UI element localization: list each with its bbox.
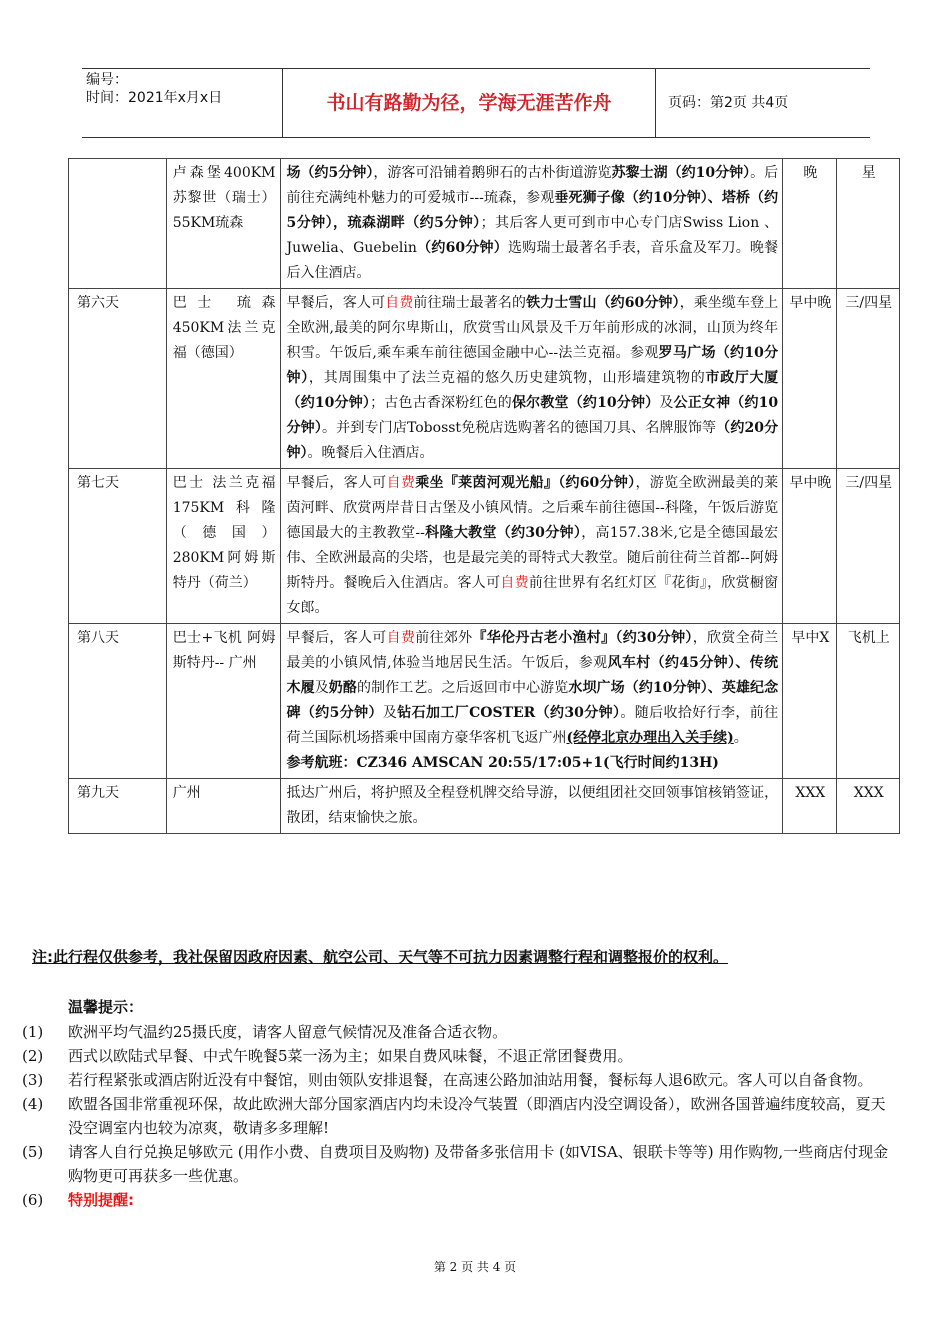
disclaimer-note: 注:此行程仅供参考，我社保留因政府因素、航空公司、天气等不可抗力因素调整行程和调整报价的权利。 — [32, 948, 729, 966]
tip-item — [22, 1044, 892, 1068]
description-segment: 。后前往充满纯朴魅力的可爱城市---琉森，参观 — [286, 165, 779, 206]
description-segment: 的制作工艺。之后返回市中心游览 — [356, 680, 569, 696]
itinerary-row — [69, 289, 900, 469]
description-segment: 『华伦丹古老小渔村』（约30分钟） — [472, 630, 693, 646]
route-cell: 广州 — [166, 779, 280, 834]
itinerary-body — [69, 159, 900, 834]
route-cell: 卢森堡400KM苏黎世（瑞士）55KM琉森 — [166, 159, 280, 289]
description-segment: 选购瑞士最著名手表，音乐盒及军刀。晚餐后入住酒店。 — [286, 240, 779, 281]
hotel-cell: 三/四星 — [836, 289, 899, 469]
description-segment: 。晚餐后入住酒店。 — [307, 445, 434, 461]
hotel-cell: 三/四星 — [836, 469, 899, 624]
day-cell: 第八天 — [69, 624, 167, 779]
day-cell: 第七天 — [69, 469, 167, 624]
description-segment: ，游览全欧洲最美的莱茵河畔、欣赏两岸昔日古堡及小镇风情。之后乘车前往德国--科隆，午饭后游览德国最大的主教教堂-- — [286, 475, 779, 541]
route-cell: 巴士+飞机 阿姆斯特丹-- 广州 — [166, 624, 280, 779]
description-segment: 及 — [314, 680, 329, 696]
description-segment: 自费 — [385, 295, 414, 311]
description-cell — [280, 289, 783, 469]
tip-text: 西式以欧陆式早餐、中式午晚餐5菜一汤为主；如果自费风味餐，不退正常团餐费用。 — [68, 1047, 633, 1065]
description-segment: 场（约5分钟） — [286, 165, 374, 181]
itinerary-row — [69, 469, 900, 624]
tip-item — [22, 1092, 892, 1140]
tip-number: (2) — [22, 1047, 44, 1065]
tip-number: (3) — [22, 1071, 44, 1089]
itinerary-row — [69, 159, 900, 289]
tip-number: (4) — [22, 1095, 44, 1113]
description-segment: 自费 — [386, 630, 416, 646]
description-segment: 公正女神（约10分钟） — [286, 395, 779, 436]
itinerary-table — [68, 158, 900, 834]
description-segment: （约20分钟） — [286, 420, 779, 461]
description-segment: 早餐后，客人可 — [286, 475, 387, 491]
description-segment: 参考航班：CZ346 AMSCAN 20:55/17:05+1(飞行时间约13H) — [286, 755, 719, 771]
route-cell: 巴士 法兰克福175KM科隆（德国）280KM阿姆斯特丹（荷兰） — [166, 469, 280, 624]
header-motto: 书山有路勤为径，学海无涯苦作舟 — [282, 69, 656, 137]
description-segment: 罗马广场（约10分钟） — [286, 345, 779, 386]
route-cell: 巴士 琉森450KM法兰克福（德国） — [166, 289, 280, 469]
description-segment: 铁力士雪山（约60分钟） — [526, 295, 680, 311]
description-segment: 前往郊外 — [415, 630, 473, 646]
meal-cell: 早中晚 — [783, 469, 836, 624]
tip-item — [22, 1068, 892, 1092]
itinerary-row — [69, 624, 900, 779]
description-segment: 自费 — [386, 475, 416, 491]
tip-text: 若行程紧张或酒店附近没有中餐馆，则由领队安排退餐，在高速公路加油站用餐，餐标每人退6欧元。客人可以自备食物。 — [68, 1071, 873, 1089]
description-segment: 前往世界有名红灯区『花街』，欣赏橱窗女郎。 — [286, 575, 779, 616]
tip-number: (6) — [22, 1191, 44, 1209]
description-segment: ，高157.38米,它是全德国最宏伟、全欧洲最高的尖塔，也是最完美的哥特式大教堂。随后前往荷兰首都--阿姆斯特丹。餐晚后入住酒店。客人可 — [286, 525, 779, 591]
day-cell: 第六天 — [69, 289, 167, 469]
itinerary-row — [69, 779, 900, 834]
hotel-cell: XXX — [836, 779, 899, 834]
meal-cell: 早中晚 — [783, 289, 836, 469]
description-segment: 保尔教堂（约10分钟） — [512, 395, 660, 411]
meal-cell: 早中X — [783, 624, 836, 779]
description-segment: ，乘坐缆车登上全欧洲,最美的阿尔卑斯山，欣赏雪山风景及千万年前形成的冰洞，山顶为终年积雪。午饭后,乘车乘车前往德国金融中心--法兰克福。参观 — [286, 295, 779, 361]
description-segment: 自费 — [500, 575, 529, 591]
description-cell — [280, 779, 783, 834]
header-page: 页码：第2页 共4页 — [668, 95, 789, 111]
description-segment: 钻石加工厂COSTER（约30分钟） — [397, 705, 621, 721]
description-cell — [280, 624, 783, 779]
description-segment: 。 — [733, 730, 748, 746]
description-segment: 科隆大教堂（约30分钟） — [424, 525, 582, 541]
description-segment: 早餐后，客人可 — [286, 295, 386, 311]
tip-text: 欧洲平均气温约25摄氏度，请客人留意气候情况及准备合适衣物。 — [68, 1023, 508, 1041]
tip-text: 欧盟各国非常重视环保，故此欧洲大部分国家酒店内均未设冷气装置（即酒店内没空调设备），欧洲各国普遍纬度较高，夏天没空调室内也较为凉爽，敬请多多理解! — [68, 1095, 886, 1137]
description-segment: 。并到专门店Tobosst免税店选购著名的德国刀具、名牌服饰等 — [322, 420, 717, 436]
description-segment: 抵达广州后，将护照及全程登机牌交给导游，以便组团社交回领事馆核销签证，散团，结束愉快之旅。 — [286, 785, 779, 826]
tip-number: (1) — [22, 1023, 44, 1041]
description-segment: 及 — [659, 395, 674, 411]
page-footer: 第 2 页 共 4 页 — [433, 1260, 517, 1274]
description-segment: 苏黎士湖（约10分钟） — [611, 165, 751, 181]
description-segment: 奶酪 — [328, 680, 357, 696]
description-segment: 风车村（约45分钟）、传统木履 — [286, 655, 779, 696]
meal-cell: XXX — [783, 779, 836, 834]
description-segment: 早餐后，客人可 — [286, 630, 387, 646]
description-segment: ；古色古香深粉红色的 — [370, 395, 512, 411]
header-code: 编号： — [86, 72, 128, 88]
tip-number: (5) — [22, 1143, 44, 1161]
tip-text: 请客人自行兑换足够欧元 (用作小费、自费项目及购物) 及带备多张信用卡 (如VISA、银联卡等等) 用作购物,一些商店付现金购物更可再获多一些优惠。 — [68, 1143, 889, 1185]
description-segment: 前往瑞士最著名的 — [413, 295, 527, 311]
tips-list — [22, 1020, 892, 1212]
description-segment: （约60分钟） — [416, 240, 508, 256]
description-segment: ；其后客人更可到市中心专门店Swiss Lion 、Juwelia、Guebelin — [286, 215, 779, 256]
description-segment: 垂死狮子像（约10分钟）、塔桥（约5分钟），琉森湖畔（约5分钟） — [286, 190, 779, 231]
description-segment: 。随后收拾好行李，前往荷兰国际机场搭乘中国南方豪华客机飞返广州 — [286, 705, 779, 746]
description-cell — [280, 469, 783, 624]
description-segment: ，欣赏全荷兰最美的小镇风情,体验当地居民生活。午饭后，参观 — [286, 630, 779, 671]
meal-cell: 晚 — [783, 159, 836, 289]
description-segment: ，其周围集中了法兰克福的悠久历史建筑物，山形墙建筑物的 — [308, 370, 706, 386]
description-segment: ，游客可沿铺着鹅卵石的古朴街道游览 — [373, 165, 612, 181]
hotel-cell: 飞机上 — [836, 624, 899, 779]
description-segment: 水坝广场（约10分钟）、英雄纪念碑（约5分钟） — [286, 680, 779, 721]
tip-text: 特别提醒: — [68, 1191, 134, 1209]
header-meta — [82, 69, 286, 139]
tip-item — [22, 1140, 892, 1188]
description-segment: 及 — [382, 705, 398, 721]
page-header — [82, 68, 870, 138]
description-segment: 市政厅大厦（约10分钟） — [286, 370, 779, 411]
description-segment: (经停北京办理出入关手续) — [566, 730, 734, 746]
tips-title: 温馨提示： — [68, 998, 144, 1016]
tip-item — [22, 1188, 892, 1212]
description-segment: 乘坐『莱茵河观光船』（约60分钟） — [415, 475, 636, 491]
day-cell — [69, 159, 167, 289]
tip-item — [22, 1020, 892, 1044]
day-cell: 第九天 — [69, 779, 167, 834]
description-cell — [280, 159, 783, 289]
header-date: 时间：2021年x月x日 — [86, 90, 223, 106]
hotel-cell: 星 — [836, 159, 899, 289]
